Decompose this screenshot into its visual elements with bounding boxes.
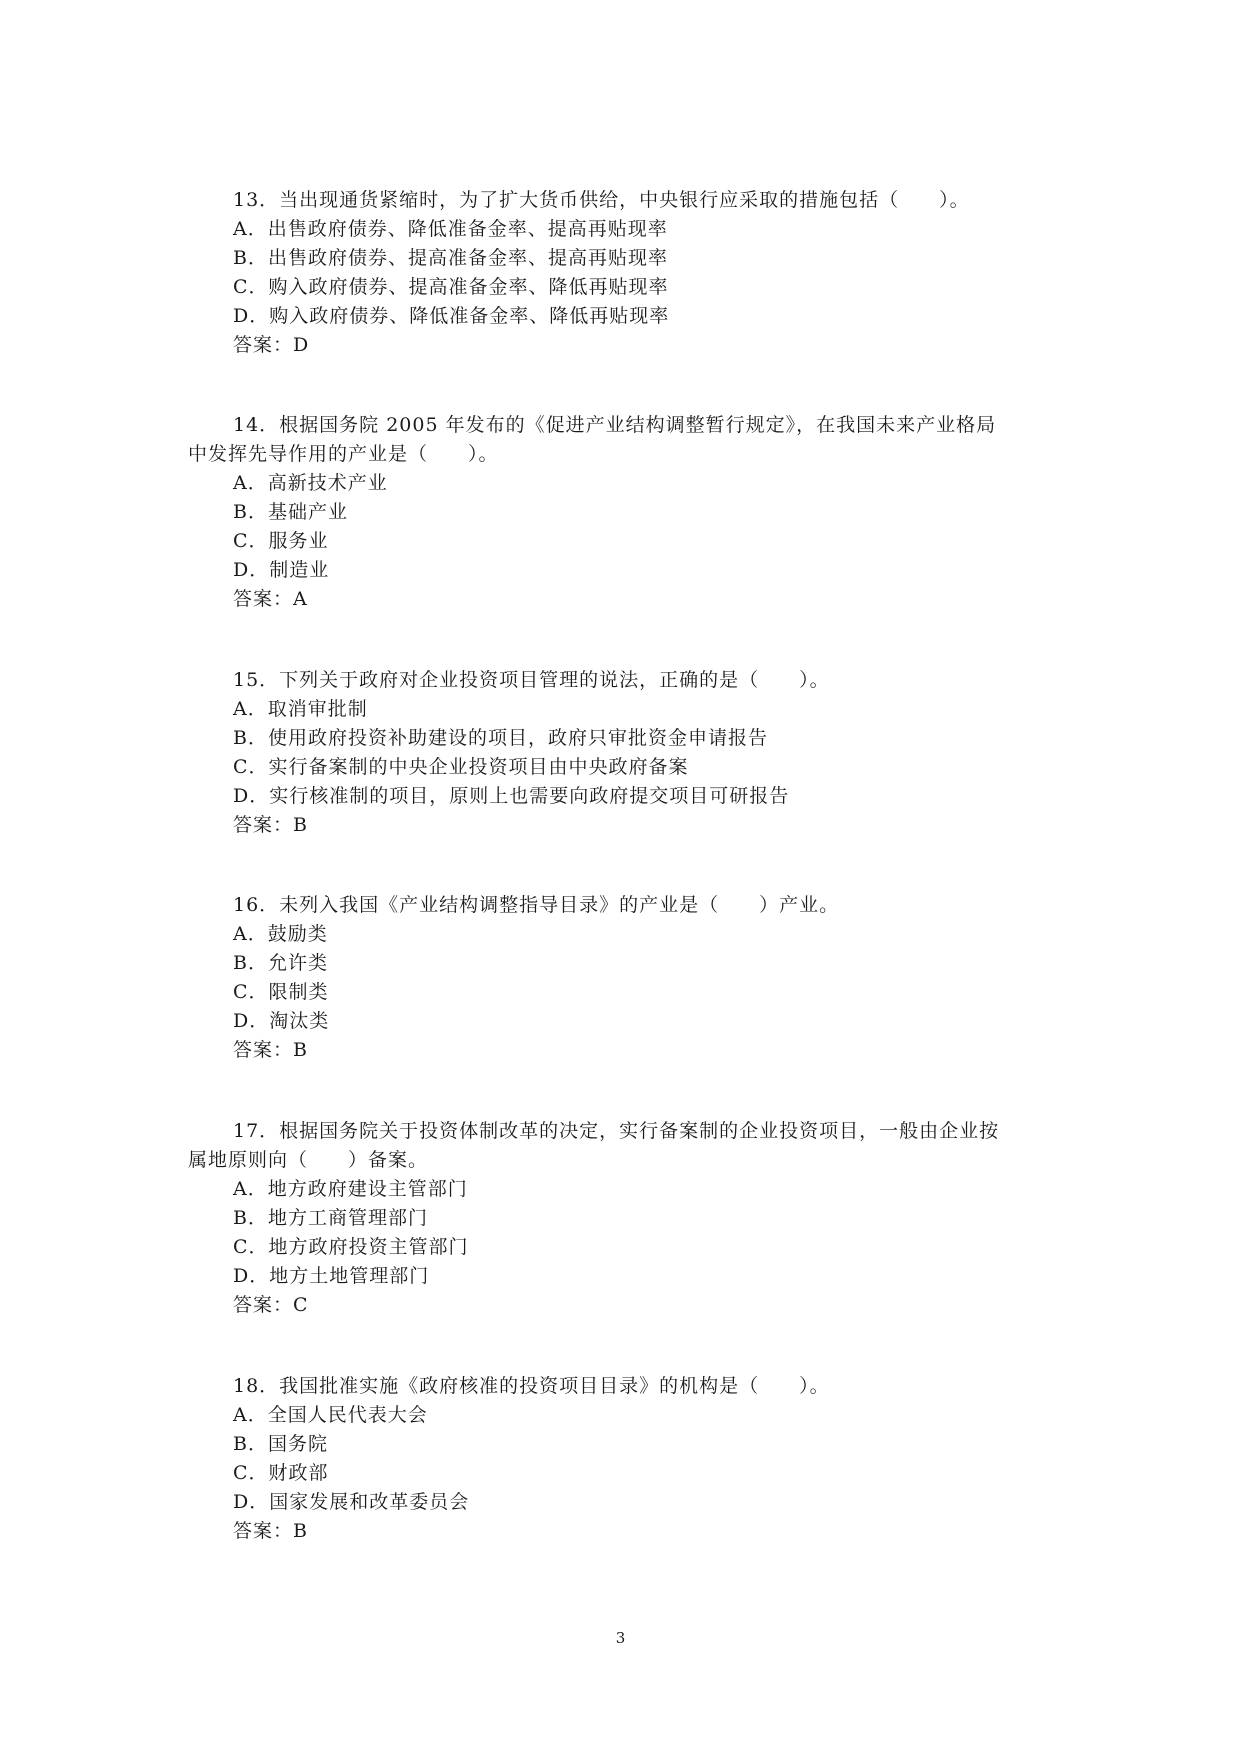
option-b: B．地方工商管理部门 [233, 1207, 428, 1229]
option-d: D．淘汰类 [233, 1010, 330, 1032]
question-stem: 17．根据国务院关于投资体制改革的决定，实行备案制的企业投资项目，一般由企业按 [233, 1120, 1000, 1142]
option-d: D．实行核准制的项目，原则上也需要向政府提交项目可研报告 [233, 785, 790, 807]
option-a: A．地方政府建设主管部门 [233, 1178, 468, 1200]
option-c: C．限制类 [233, 981, 329, 1003]
answer: 答案：D [233, 334, 310, 356]
option-c: C．财政部 [233, 1462, 329, 1484]
question-stem: 18．我国批准实施《政府核准的投资项目目录》的机构是（ ）。 [233, 1375, 830, 1397]
question-stem: 13．当出现通货紧缩时，为了扩大货币供给，中央银行应采取的措施包括（ ）。 [233, 189, 970, 211]
option-d: D．地方土地管理部门 [233, 1265, 430, 1287]
option-c: C．实行备案制的中央企业投资项目由中央政府备案 [233, 756, 689, 778]
option-b: B．基础产业 [233, 501, 348, 523]
question-stem: 14．根据国务院 2005 年发布的《促进产业结构调整暂行规定》，在我国未来产业格局 [233, 414, 997, 436]
question-stem-continued: 中发挥先导作用的产业是（ ）。 [188, 443, 499, 465]
option-c: C．购入政府债券、提高准备金率、降低再贴现率 [233, 276, 669, 298]
answer: 答案：C [233, 1294, 309, 1316]
option-b: B．允许类 [233, 952, 328, 974]
option-d: D．购入政府债券、降低准备金率、降低再贴现率 [233, 305, 670, 327]
question-stem-continued: 属地原则向（ ）备案。 [188, 1149, 429, 1171]
option-a: A．高新技术产业 [233, 472, 388, 494]
option-c: C．地方政府投资主管部门 [233, 1236, 469, 1258]
option-c: C．服务业 [233, 530, 329, 552]
answer: 答案：A [233, 588, 308, 610]
page-number: 3 [615, 1629, 626, 1647]
answer: 答案：B [233, 814, 308, 836]
option-d: D．制造业 [233, 559, 330, 581]
option-a: A．鼓励类 [233, 923, 328, 945]
option-b: B．国务院 [233, 1433, 328, 1455]
option-b: B．出售政府债券、提高准备金率、提高再贴现率 [233, 247, 668, 269]
option-a: A．取消审批制 [233, 698, 368, 720]
answer: 答案：B [233, 1039, 308, 1061]
option-a: A．全国人民代表大会 [233, 1404, 428, 1426]
option-d: D．国家发展和改革委员会 [233, 1491, 470, 1513]
option-b: B．使用政府投资补助建设的项目，政府只审批资金申请报告 [233, 727, 768, 749]
option-a: A．出售政府债券、降低准备金率、提高再贴现率 [233, 218, 668, 240]
question-stem: 15．下列关于政府对企业投资项目管理的说法，正确的是（ ）。 [233, 669, 830, 691]
question-stem: 16．未列入我国《产业结构调整指导目录》的产业是（ ）产业。 [233, 894, 840, 916]
answer: 答案：B [233, 1520, 308, 1542]
